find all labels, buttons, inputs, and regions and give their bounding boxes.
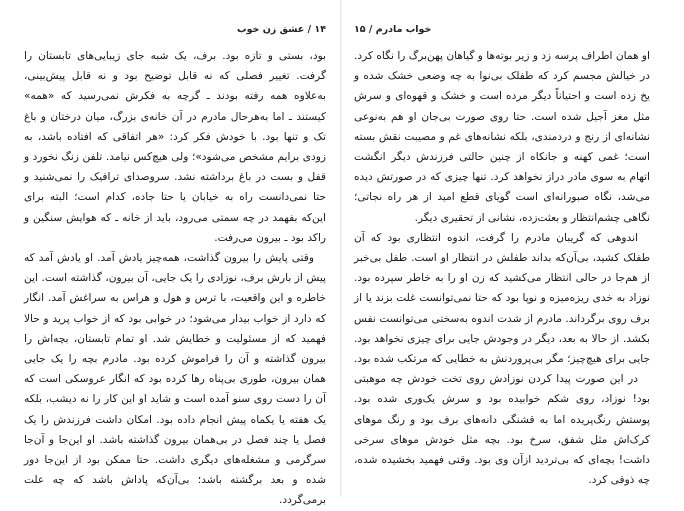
right-paragraph-2: اندوهی که گریبان مادرم را گرفت، اندوه انتظاری بود که آن طفلک کشید، بی‌آن‌که بداند طفلش در انتظار او است. طفل بی‌خبر از هم‌جا در حالی انتظار می‌کشید که زن او را به خاطر سپرده بود. نوزاد به خدی ریزه‌میزه و نوپا بود که حتا نمی‌توانست غلت بزند یا از برف روی برگرداند. مادرم از شدت اندوه به‌سختی می‌توانست نفس بکشد. از حالا به بعد، دیگر در وجودش جایی برای چیزی نخواهد بود. جایی برای هیچ‌چیز؛ مگر بی‌پروردنش به خطایی که مرتکب شده بود. bbox=[354, 231, 650, 366]
right-page-body bbox=[354, 46, 650, 490]
left-page-body bbox=[24, 46, 326, 511]
left-page-header: ۱۴ / عشق زن خوب bbox=[237, 24, 326, 35]
left-paragraph-2: وقتی پایش را بیرون گذاشت، همه‌چیز یادش آمد. او یادش آمد که پیش از بارش برف، نوزادی را یک جایی، آن بیرون، گذاشته است. این خاطره و این واقعیت، با ترس و هول و هراس به سراغش آمد. انگار که دارد از خواب بیدار می‌شود؛ در خوابی بود که از خواب پرید و حالا فهمید که از مسئولیت و خطایش شد. او تمام تابستان، بچه‌اش را بیرون گذاشته و آن را فراموش کرده بود. مادرم بچه را یک جایی همان بیرون، طوری بی‌پناه رها کرده بود که انگار عروسکی است که آن را دست روی سنو آمده است و شاید او این کار را نه دیشب، بلکه یک هفته یا یکماه پیش انجام داده بود. امکان داشت فرزندش را یک فصل یا چند فصل در بی‌همان بیرون گذاشته باشد. او این‌جا و آن‌جا سرگرمی و مشغله‌های دیگری داشت. حتا ممکن بود از این‌جا دور شده و بعد برگشته باشد؛ بی‌آن‌که پاداش باشد که چه علت برمی‌گردد. bbox=[24, 252, 326, 507]
right-page bbox=[342, 0, 684, 497]
right-page-header: خواب مادرم / ۱۵ bbox=[354, 24, 432, 35]
left-page bbox=[0, 0, 342, 507]
right-paragraph-1: او همان اطراف پرسه زد و زیر بوته‌ها و گیاهان پهن‌برگ را نگاه کرد. در خیالش مجسم کرد که طفلک بی‌نوا به چه وضعی خشک شده و یخ زده است و احتیاناً دیگر مرده است و خشک و قهوه‌ای و سرش مثل مغز آجیل شده است. حتا روی صورت بی‌جان او هم به‌نوعی نشانه‌ای از رنج و دردمندی، بلکه نشانه‌های غم و مصیبت نقش بسته است؛ غمی کهنه و جانکاه از چنین حالتی فرزندش دیگر انگشت اتهام به سوی مادر دراز نخواهد کرد. تنها چیزی که در صورتش دیده می‌شد، نگاه صبورانه‌ای است گویای قطع امید از هر راه نجاتی؛ نگاهی چشم‌انتظار و بعثت‌زده، نشانی از تحقیری دیگر. bbox=[354, 50, 650, 224]
left-paragraph-1: بود، بستی و تازه بود. برف، یک شبه جای زیبایی‌های تابستان را گرفت. تغییر فصلی که نه قابل توضیح بود و نه قابل پیش‌بینی، به‌علاوه همه رفته بودند ـ گرچه به فکرش نمی‌رسید که «همه» کیستند ـ اما به‌هرحال مادرم در آن خانه‌ی بزرگ، میان درختان و باغ تک و تنها بود. با خودش فکر کرد: «هر اتفاقی که افتاده باشد، به زودی برایم مشخص می‌شود»؛ ولی هیچ‌کس نیامد. تلفن زنگ نخورد و قفل و بست در باغ برداشته نشد. سروصدای ترافیک را نمی‌شنید و حتا نمی‌دانست راه به خیابان یا حتا جاده، کدام است؛ البته برای این‌که بفهمد در چه سمتی می‌رود، باید از خانه ـ که هوایش سنگین و راکد بود ـ بیرون می‌رفت. bbox=[24, 50, 326, 244]
right-paragraph-3: در این صورت پیدا کردن نوزادش روی تخت خودش چه موهبتی بود! نوزاد، روی شکم خوابیده بود و سرش یک‌وری شده بود. پوستش رنگ‌پریده اما به قشنگی دانه‌های برف بود و رنگ موهای کرک‌اش مثل شفق، سرخ بود. بچه مثل خودش موهای سرخی داشت! بچه‌ای که بی‌تردید ازآن وی بود. وقتی فهمید بخشیده شده، چه ذوقی کرد. bbox=[354, 373, 650, 487]
